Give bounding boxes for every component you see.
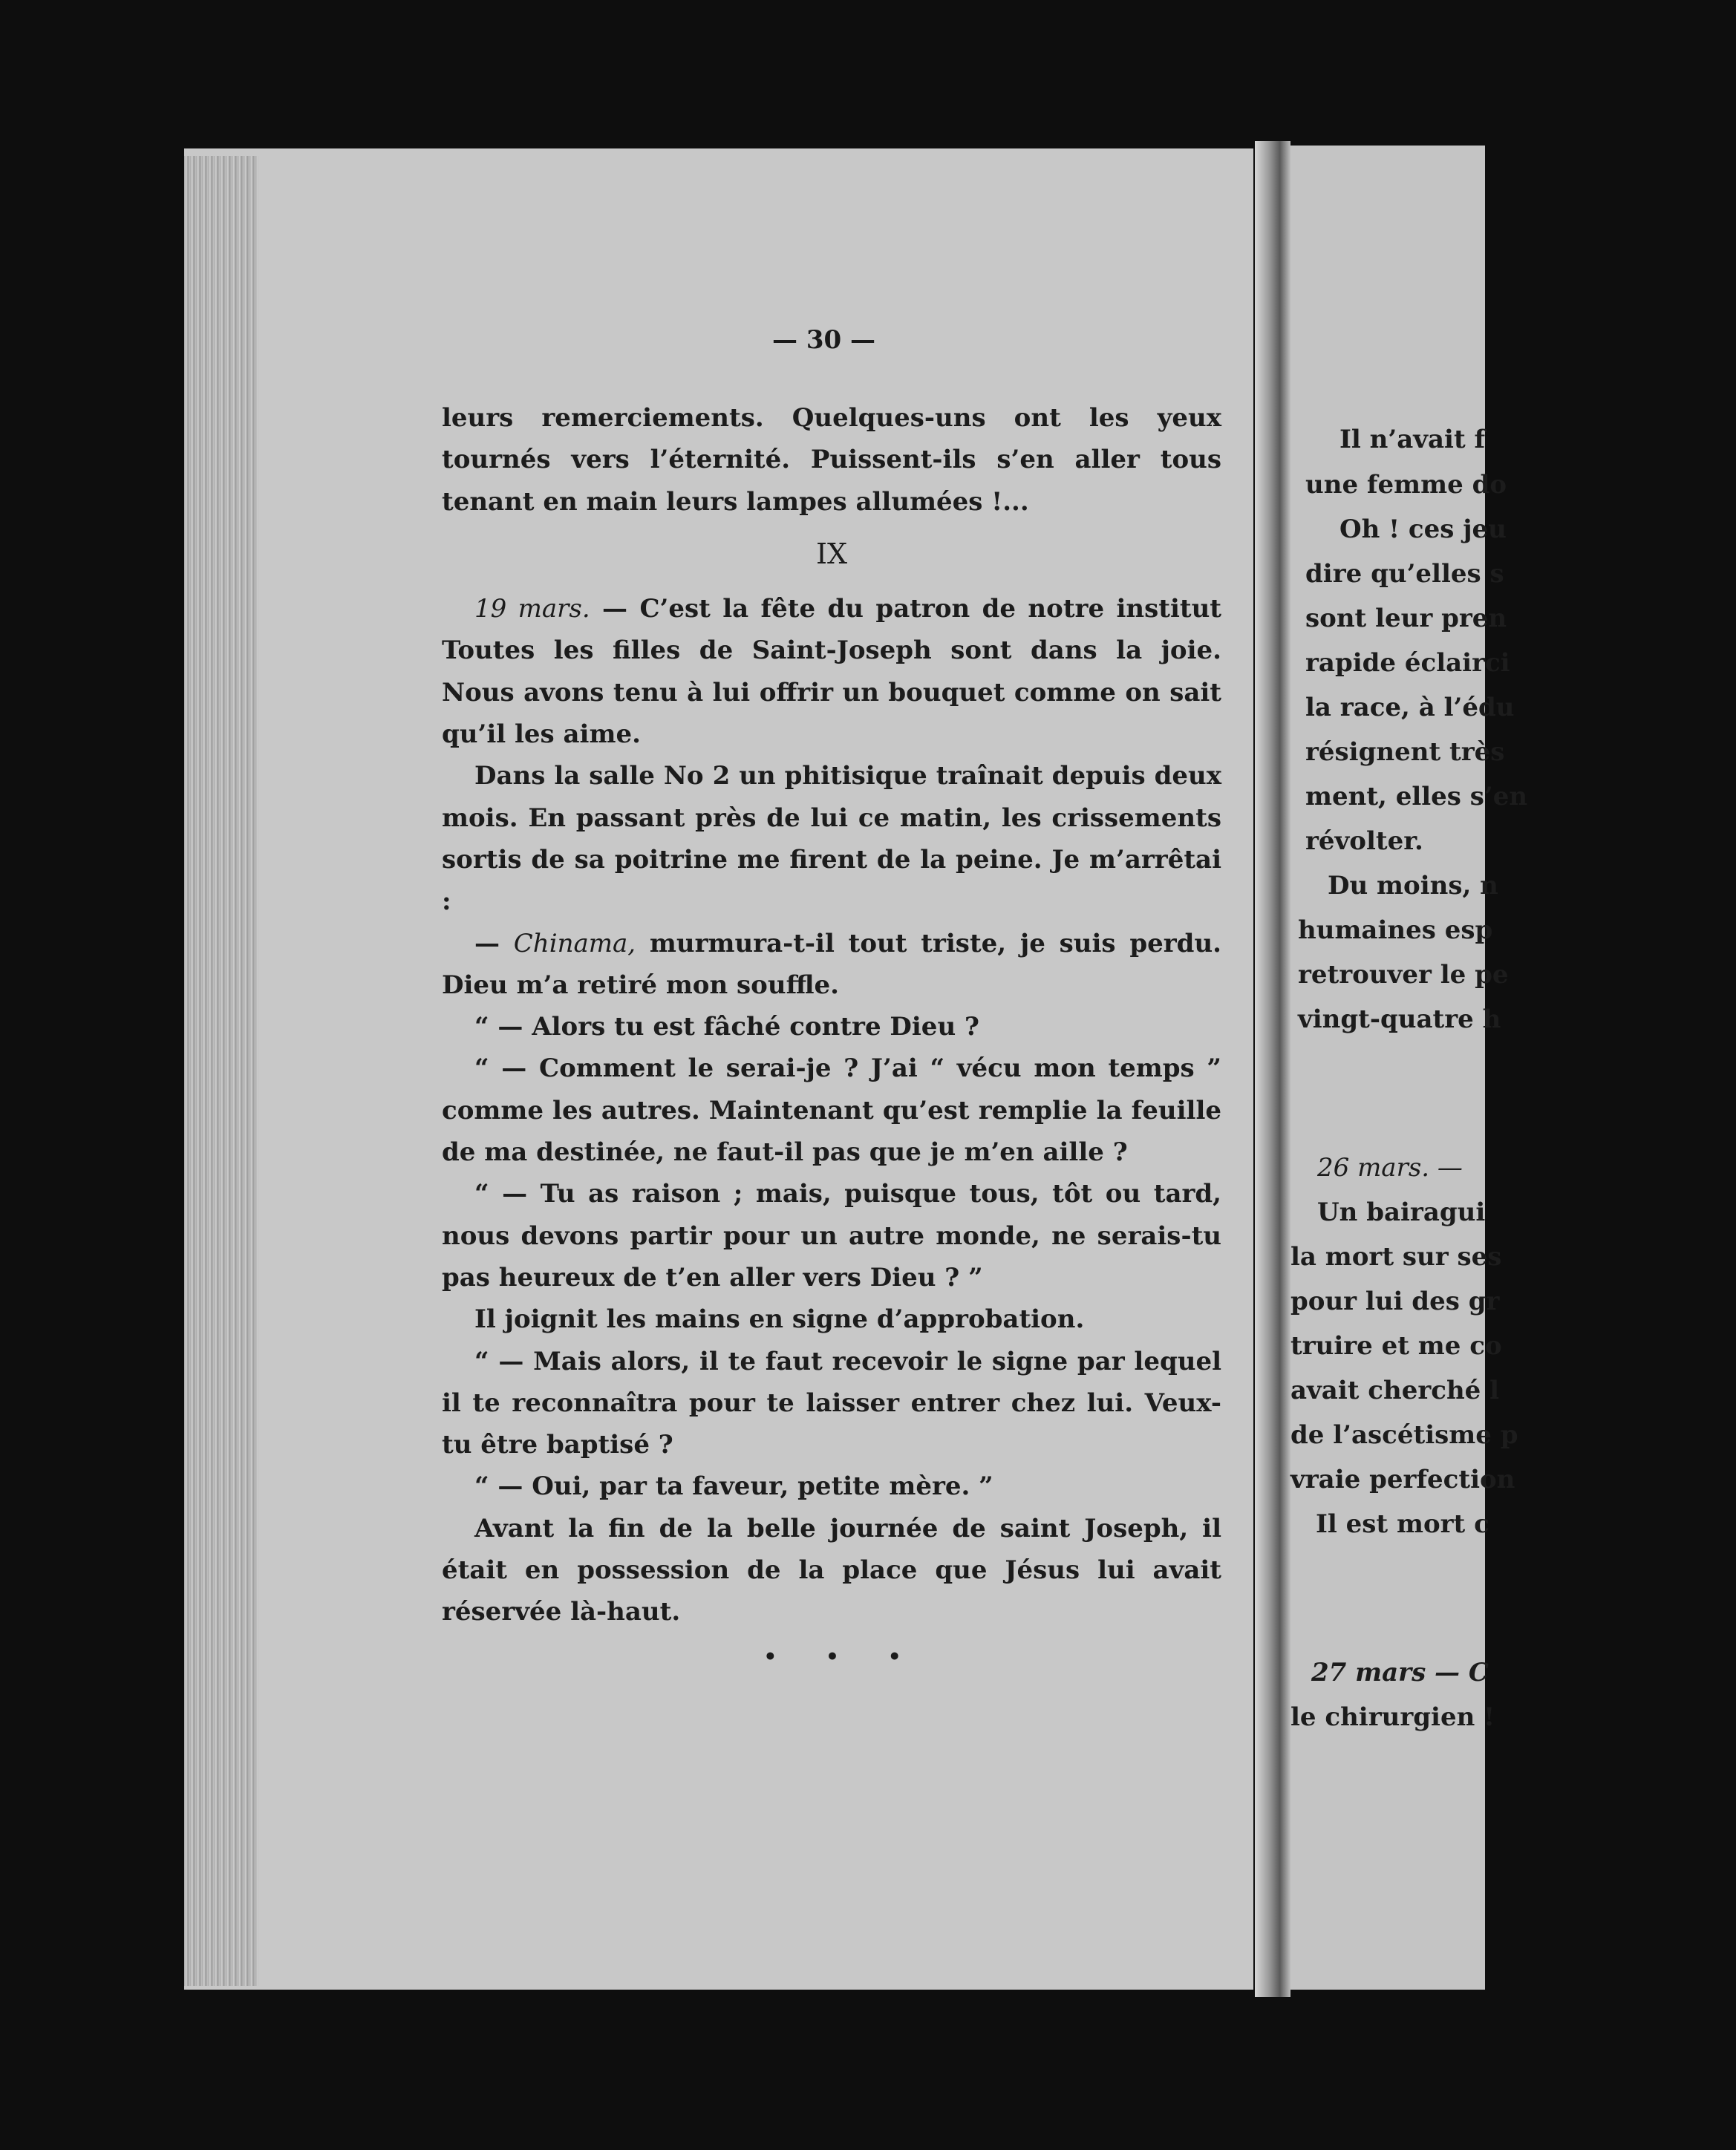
right-line: Il n’avait f <box>1339 425 1486 454</box>
right-line: Oh ! ces jeu <box>1339 514 1507 544</box>
right-line: Un bairagui <box>1317 1197 1486 1227</box>
right-line: la race, à l’édu <box>1305 693 1515 722</box>
right-line: vingt-quatre h <box>1298 1004 1501 1034</box>
name-chinama: Chinama, <box>513 928 636 958</box>
right-line: pour lui des gr <box>1290 1287 1500 1316</box>
paragraph: “ — Oui, par ta faveur, petite mère. ” <box>474 1471 993 1502</box>
right-line: ment, elles s’en <box>1305 782 1528 811</box>
right-line: le chirurgien ! <box>1290 1702 1495 1732</box>
paragraph: “ — Mais alors, il te faut recevoir le signe par lequel il te reconnaîtra pour te laisser entrer chez lui. Veux-tu être baptisé ? <box>442 1346 1221 1460</box>
right-line: révolter. <box>1305 826 1423 856</box>
right-line: rapide éclairci <box>1305 648 1510 678</box>
paragraph <box>442 923 1221 1007</box>
right-line: 26 mars. — <box>1317 1153 1463 1183</box>
right-line: résignent très <box>1305 737 1505 767</box>
section-heading: IX <box>815 537 848 570</box>
paragraph <box>442 588 1221 755</box>
right-line: de l’ascétisme p <box>1290 1420 1518 1450</box>
book-gutter <box>1255 141 1290 1997</box>
right-page <box>1290 146 1528 1990</box>
right-line: avait cherché l <box>1290 1376 1500 1405</box>
right-line: sont leur pren <box>1305 604 1507 633</box>
section-separator: • • • <box>763 1644 922 1669</box>
right-line: dire qu’elles s <box>1305 559 1504 589</box>
page-number: — 30 — <box>772 325 875 355</box>
right-line: vraie perfection <box>1290 1465 1515 1494</box>
right-line: 27 mars — C <box>1311 1658 1489 1687</box>
paragraph-text: murmura-t-il tout triste, je suis perdu. Dieu m’a retiré mon souffle. <box>442 928 1221 1000</box>
right-line: humaines esp <box>1298 915 1493 945</box>
left-page-text <box>442 397 1221 1678</box>
entry-date: 19 mars. <box>474 594 590 624</box>
paragraph: “ — Tu as raison ; mais, puisque tous, tôt ou tard, nous devons partir pour un autre monde, ne serais-tu pas heureux de t’en aller vers Dieu ? ” <box>442 1179 1221 1293</box>
paragraph: Il joignit les mains en signe d’approbation. <box>474 1304 1085 1335</box>
paragraph: “ — Alors tu est fâché contre Dieu ? <box>474 1012 979 1042</box>
right-line: la mort sur ses <box>1290 1242 1502 1272</box>
book-page-edges <box>184 156 258 1986</box>
paragraph: “ — Comment le serai-je ? J’ai “ vécu mon temps ” comme les autres. Maintenant qu’est remplie la feuille de ma destinée, ne faut-il pas que je m’en aille ? <box>442 1053 1221 1168</box>
paragraph: Avant la fin de la belle journée de saint Joseph, il était en possession de la place que Jésus lui avait réservée là-haut. <box>442 1513 1221 1627</box>
paragraph-text: — C’est la fête du patron de notre institut Toutes les filles de Saint-Joseph sont dans la joie. Nous avons tenu à lui offrir un bouquet comme on sait qu’il les aime. <box>442 594 1222 750</box>
right-line: truire et me co <box>1290 1331 1502 1361</box>
dialogue-dash: — <box>474 928 514 958</box>
paragraph: Dans la salle No 2 un phitisique traînait depuis deux mois. En passant près de lui ce matin, les crissements sortis de sa poitrine me firent de la peine. Je m’arrêtai : <box>442 761 1221 917</box>
right-line: une femme do <box>1305 470 1507 500</box>
right-line: Du moins, n <box>1328 871 1498 901</box>
right-line: retrouver le pe <box>1298 960 1509 990</box>
paragraph: leurs remerciements. Quelques-uns ont les yeux tournés vers l’éternité. Puissent-ils s’en aller tous tenant en main leurs lampes allumées !... <box>442 403 1221 517</box>
right-line: Il est mort c <box>1316 1509 1489 1539</box>
